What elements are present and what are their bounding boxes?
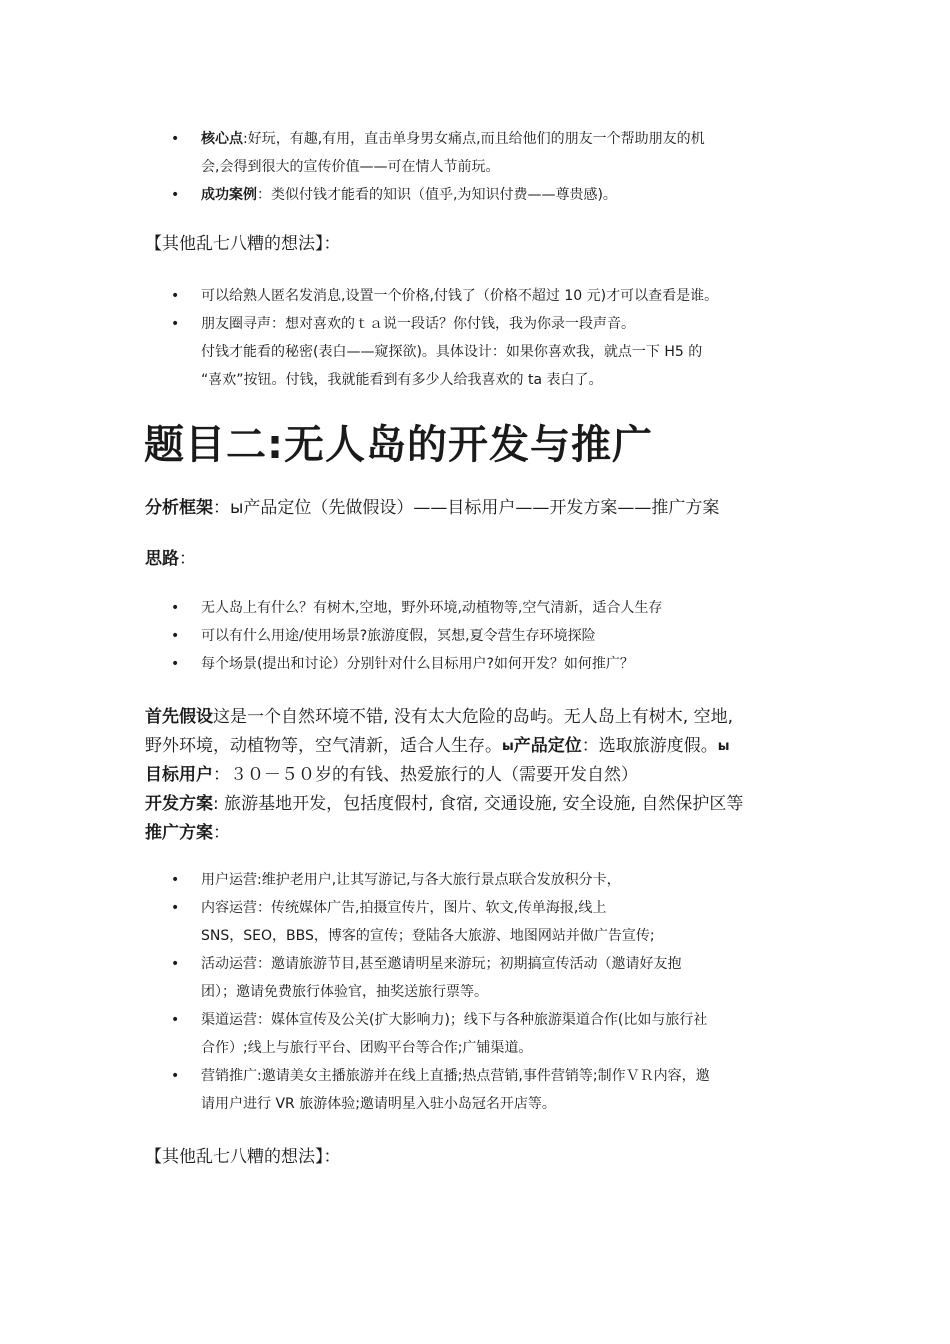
other-ideas-heading: 【其他乱七八糟的想法】：: [145, 234, 341, 254]
bullet-glyph: ы: [502, 739, 514, 754]
list-item: • 每个场景(提出和讨论）分别针对什么目标用户?如何开发？如何推广？: [0, 650, 950, 678]
framework-label: 分析框架: [145, 498, 213, 518]
other-ideas-list: [0, 282, 950, 394]
item-text-line2: 会,会得到很大的宣传价值——可在情人节前玩。: [201, 159, 500, 175]
list-item: • 可以有什么用途/使用场景?旅游度假，冥想,夏令营生存环境探险: [0, 622, 950, 650]
item-label: 核心点: [201, 131, 243, 147]
promotion-list: [0, 866, 950, 1118]
framework-text: ：ы产品定位（先做假设）——目标用户——开发方案——推广方案: [213, 498, 720, 518]
item-text: ：类似付钱才能看的知识（值乎,为知识付费——尊贵感)。: [257, 187, 617, 203]
other-ideas-heading-2: 【其他乱七八糟的想法】：: [145, 1147, 341, 1167]
list-item: • 无人岛上有什么？有树木,空地，野外环境,动植物等,空气清新，适合人生存: [0, 594, 950, 622]
list-item: • 营销推广:邀请美女主播旅游并在线上直播;热点营销,事件营销等;制作ＶＲ内容，邀 请用户进行 VR 旅游体验;邀请明星入驻小岛冠名开店等。: [0, 1062, 950, 1118]
list-item: • 渠道运营：媒体宣传及公关(扩大影响力)；线下与各种旅游渠道合作(比如与旅行社 合作）;线上与旅行平台、团购平台等合作;广铺渠道。: [0, 1006, 950, 1062]
core-points-list: [0, 125, 950, 209]
list-item: • 活动运营：邀请旅游节目,甚至邀请明星来游玩；初期搞宣传活动（邀请好友抱 团）；邀请免费旅行体验官，抽奖送旅行票等。: [0, 950, 950, 1006]
assumption-paragraph: 首先假设这是一个自然环境不错, 没有太大危险的岛屿。无人岛上有树木, 空地, 野外环境，动植物等，空气清新，适合人生存。ы产品定位：选取旅游度假。ы 目标用户：３０－５０岁的有钱、热爱旅行的人（需要开发自然） 开发方案: 旅游基地开发，包括度假村, 食宿, 交通设施, 安全设施, 自然保护区等 推广方案：: [145, 707, 744, 843]
item-label: 成功案例: [201, 187, 257, 203]
item-text: :好玩，有趣,有用，直击单身男女痛点,而且给他们的朋友一个帮助朋友的机: [243, 131, 705, 147]
thinking-list: [0, 594, 950, 678]
list-item: [0, 125, 950, 181]
list-item: • 朋友圈寻声：想对喜欢的ｔａ说一段话？你付钱，我为你录一段声音。 付钱才能看的秘密(表白——窥探欲)。具体设计：如果你喜欢我，就点一下 H5 的 “喜欢”按钮。付钱，我就能看到有多少人给我喜欢的 ta 表白了。: [0, 310, 950, 394]
bullet-glyph: ы: [717, 739, 730, 754]
framework-line: [0, 494, 950, 523]
assume-label: 首先假设: [145, 707, 213, 727]
list-item: • 可以给熟人匿名发消息,设置一个价格,付钱了（价格不超过 10 元)才可以查看是谁。: [0, 282, 950, 310]
list-item: • 用户运营:维护老用户,让其写游记,与各大旅行景点联合发放积分卡，: [0, 866, 950, 894]
list-item: • 内容运营：传统媒体广告,拍摄宣传片，图片、软文,传单海报,线上 SNS，SEO，BBS，博客的宣传；登陆各大旅游、地图网站并做广告宣传;: [0, 894, 950, 950]
section-title: 题目二:无人岛的开发与推广: [144, 422, 653, 468]
thinking-heading: 思路：: [145, 549, 196, 569]
list-item: [0, 181, 950, 209]
